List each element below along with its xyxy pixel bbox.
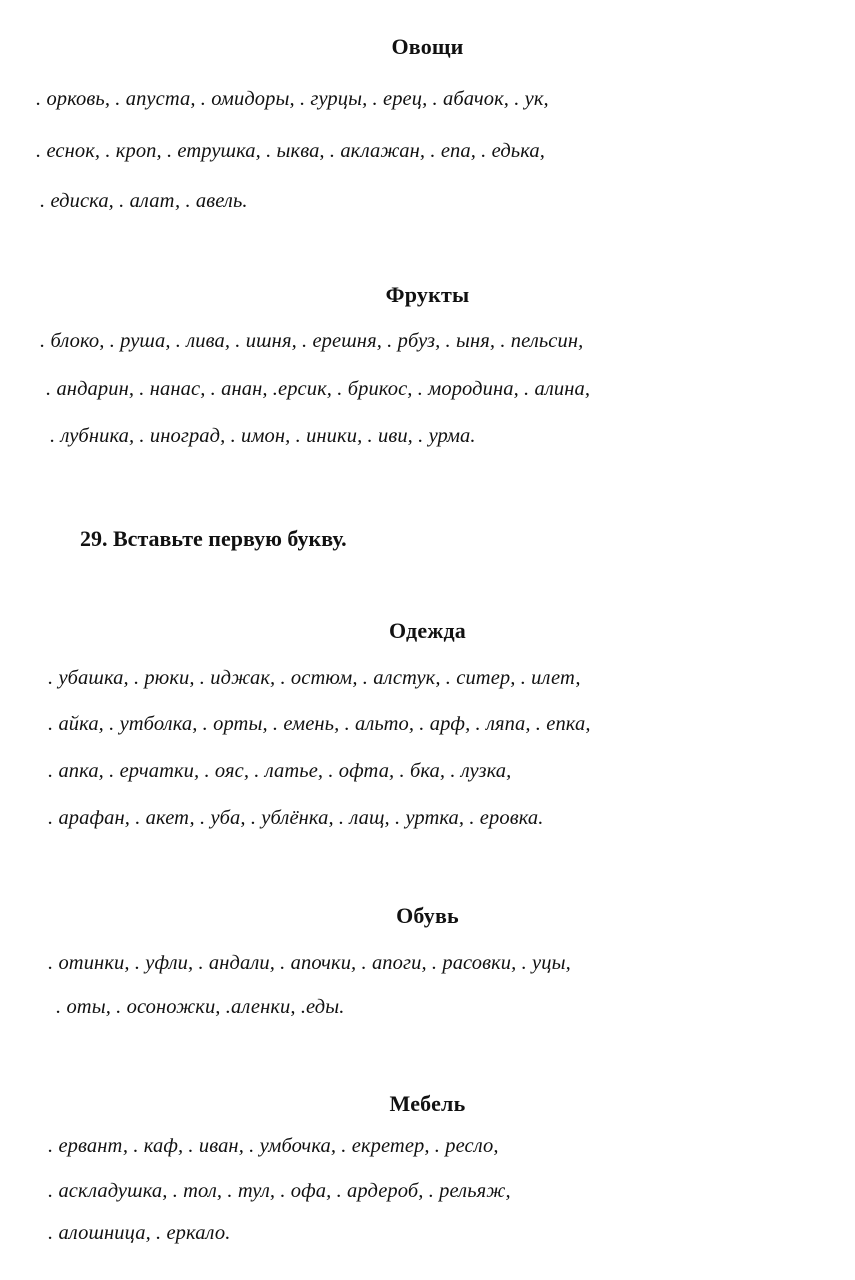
- clothes-line-3: . апка, . ерчатки, . ояс, . латье, . офта, . бка, . лузка,: [48, 760, 512, 782]
- vegetables-line-1: . орковь, . апуста, . омидоры, . гурцы, . ерец, . абачок, . ук,: [36, 88, 549, 110]
- shoes-line-2: . оты, . осоножки, .аленки, .еды.: [56, 996, 345, 1018]
- furniture-line-3: . алошница, . еркало.: [48, 1222, 231, 1244]
- fruits-line-2: . андарин, . нанас, . анан, .ерсик, . брикос, . мородина, . алина,: [46, 378, 591, 400]
- heading-shoes: Обувь: [396, 903, 459, 928]
- heading-fruits: Фрукты: [385, 282, 470, 307]
- fruits-line-3: . лубника, . иноград, . имон, . иники, . иви, . урма.: [50, 425, 476, 447]
- fruits-line-1: . блоко, . руша, . лива, . ишня, . ерешня, . рбуз, . ыня, . пельсин,: [40, 330, 584, 352]
- clothes-line-2: . айка, . утболка, . орты, . емень, . альто, . арф, . ляпа, . епка,: [48, 713, 591, 735]
- task-instruction: 29. Вставьте первую букву.: [80, 526, 347, 551]
- furniture-line-2: . аскладушка, . тол, . тул, . офа, . ардероб, . рельяж,: [48, 1180, 511, 1202]
- vegetables-line-2: . еснок, . кроп, . етрушка, . ыква, . аклажан, . епа, . едька,: [36, 140, 545, 162]
- shoes-line-1: . отинки, . уфли, . андали, . апочки, . апоги, . расовки, . уцы,: [48, 952, 571, 974]
- heading-furniture: Мебель: [389, 1091, 466, 1116]
- furniture-line-1: . ервант, . каф, . иван, . умбочка, . екретер, . ресло,: [48, 1135, 499, 1157]
- clothes-line-1: . убашка, . рюки, . иджак, . остюм, . алстук, . ситер, . илет,: [48, 667, 581, 689]
- vegetables-line-3: . едиска, . алат, . авель.: [40, 190, 248, 212]
- heading-clothes: Одежда: [389, 618, 466, 643]
- heading-vegetables: Овощи: [391, 34, 464, 59]
- clothes-line-4: . арафан, . акет, . уба, . ублёнка, . лащ, . уртка, . еровка.: [48, 807, 544, 829]
